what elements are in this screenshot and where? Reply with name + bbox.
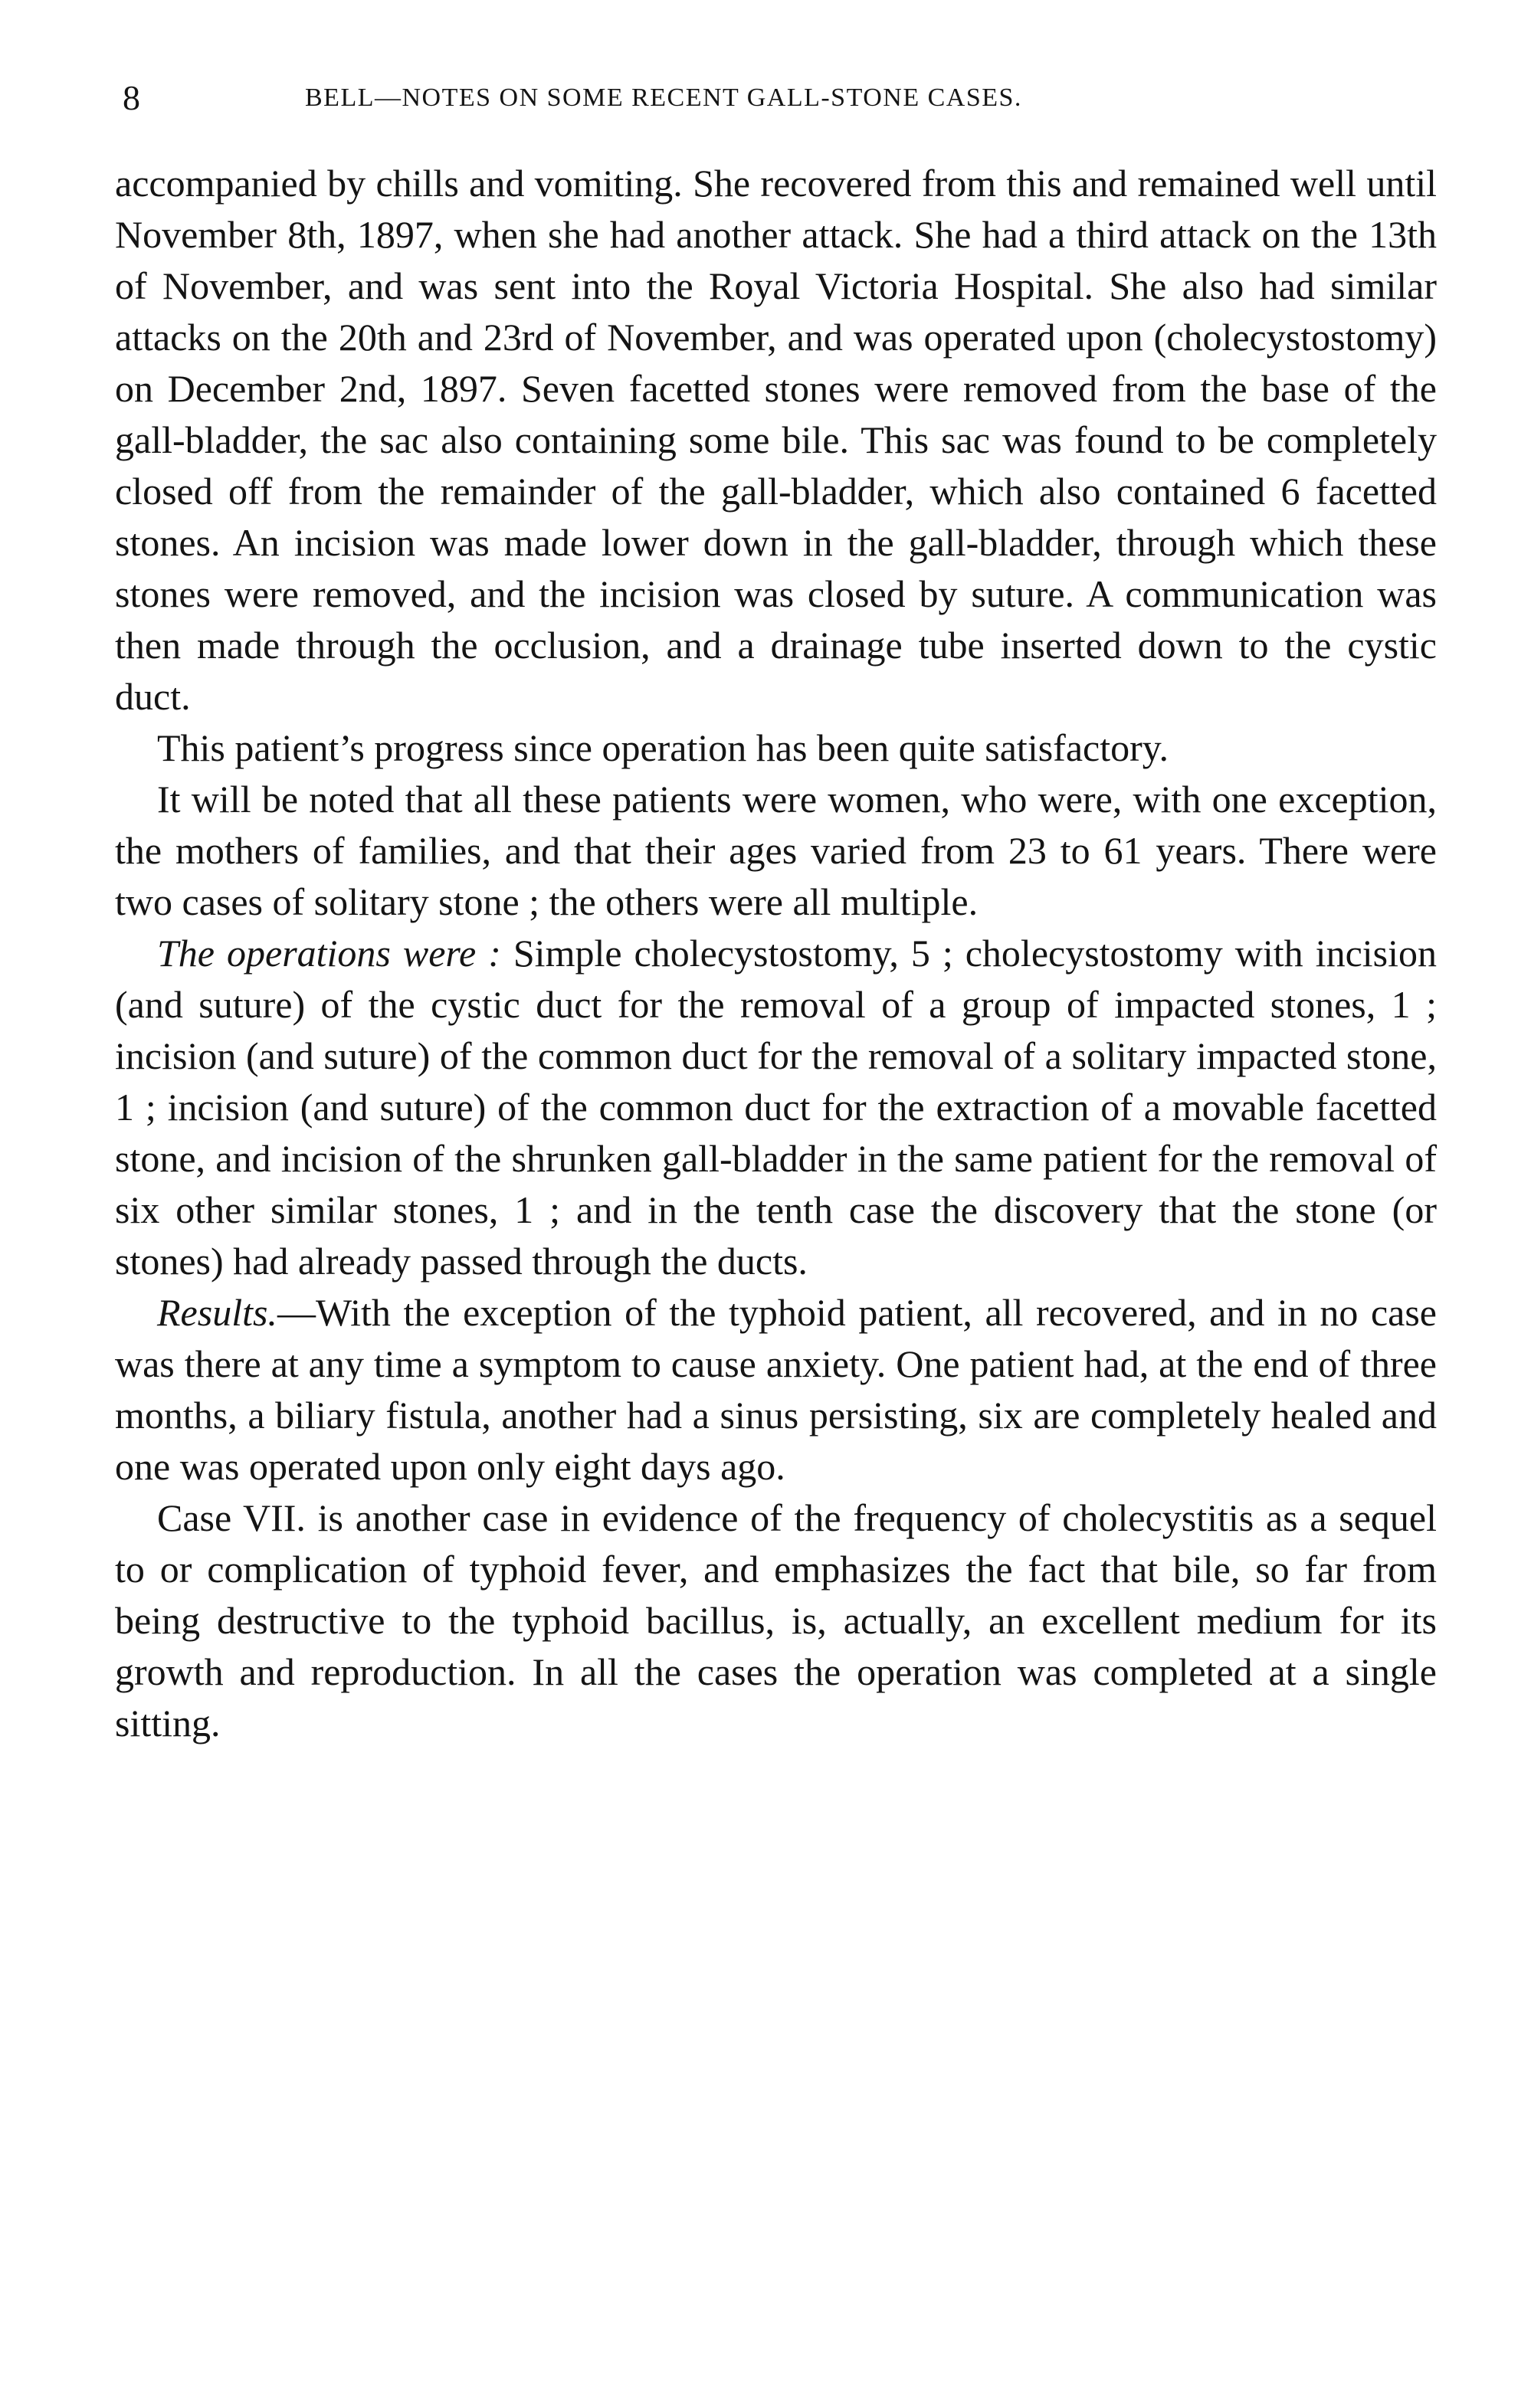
paragraph-text: —With the exception of the typhoid patient, all recovered, and in no case was there at any time a symptom to cause anxiety. One patient had, at the end of three months, a biliary fistula, another had a sinus persisting, six are completely healed and one was operated upon only eight days ago. (115, 1291, 1437, 1488)
body-text (115, 158, 1437, 1749)
paragraph-lead: Results. (157, 1291, 277, 1334)
paragraph-text: This patient’s progress since operation has been quite satisfactory. (157, 726, 1169, 769)
running-title: BELL—NOTES ON SOME RECENT GALL-STONE CASES. (305, 84, 1022, 112)
paragraph-progress (115, 722, 1437, 774)
paragraph-text: Simple cholecystostomy, 5 ; cholecystostomy with incision (and suture) of the cystic duct for the removal of a group of impacted stones, 1 ; incision (and suture) of the common duct for the removal of a solitary impacted stone, 1 ; incision (and suture) of the common duct for the extraction of a movable facetted stone, and incision of the shrunken gall-bladder in the same patient for the removal of six other similar stones, 1 ; and in the tenth case the discovery that the stone (or stones) had already passed through the ducts. (115, 932, 1437, 1283)
paragraph-patients-summary (115, 774, 1437, 928)
paragraph-text: Case VII. is another case in evidence of the frequency of cholecystitis as a sequel to or complication of typhoid fever, and emphasizes the fact that bile, so far from being destructive to the typhoid bacillus, is, actually, an excellent medium for its growth and reproduction. In all the cases the operation was completed at a single sitting. (115, 1496, 1437, 1745)
paragraph-text: accompanied by chills and vomiting. She recovered from this and remained well until November 8th, 1897, when she had another attack. She had a third attack on the 13th of November, and was sent into the Royal Victoria Hospital. She also had similar attacks on the 20th and 23rd of November, and was operated upon (cholecystostomy) on December 2nd, 1897. Seven facetted stones were removed from the base of the gall-bladder, the sac also containing some bile. This sac was found to be completely closed off from the remainder of the gall-bladder, which also contained 6 facetted stones. An incision was made lower down in the gall-bladder, through which these stones were removed, and the incision was closed by suture. A communication was then made through the occlusion, and a drainage tube inserted down to the cystic duct. (115, 162, 1437, 718)
paragraph-case-vii (115, 1492, 1437, 1749)
paragraph-text: It will be noted that all these patients were women, who were, with one exception, the mothers of families, and that their ages varied from 23 to 61 years. There were two cases of solitary stone ; the others were all multiple. (115, 778, 1437, 923)
paragraph-operations (115, 928, 1437, 1287)
paragraph-lead: The operations were : (157, 932, 501, 975)
paragraph-continued (115, 158, 1437, 722)
page-number: 8 (123, 78, 141, 117)
document-page (115, 67, 1437, 1749)
paragraph-results (115, 1287, 1437, 1492)
running-head (115, 67, 1437, 129)
